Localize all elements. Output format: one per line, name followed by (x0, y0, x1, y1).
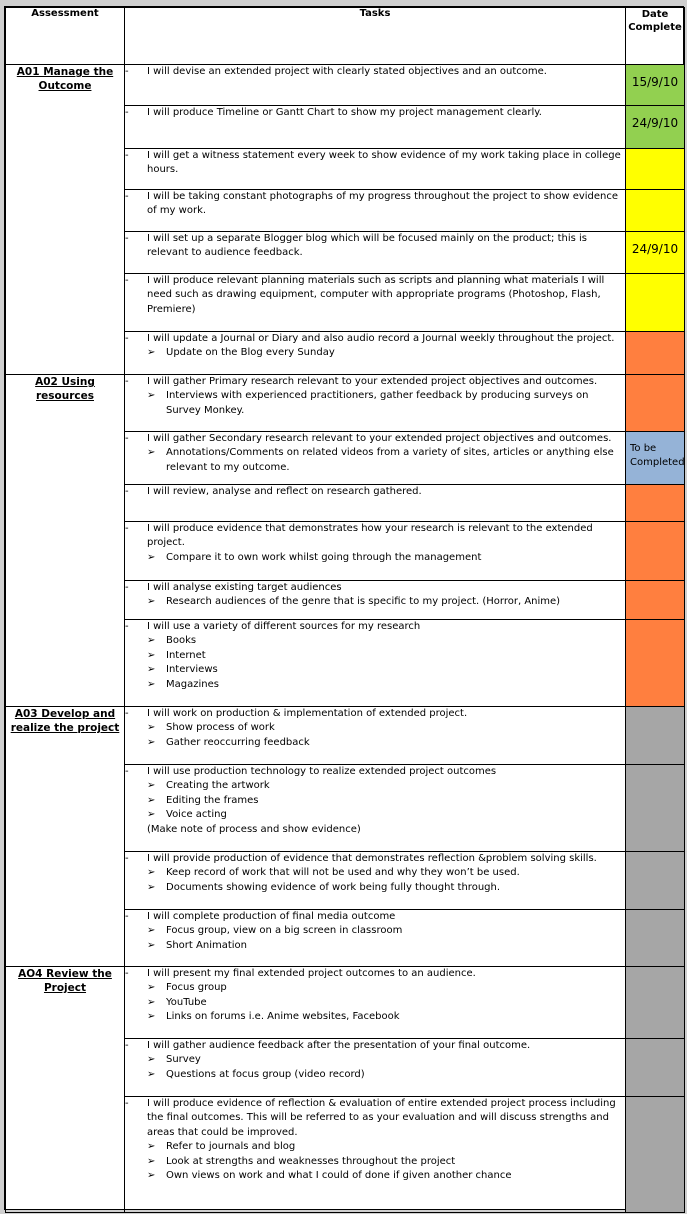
task-text: I will gather Secondary research relevant to your extended project objectives and outcomes. (147, 433, 612, 444)
subtask-text: Look at strengths and weaknesses throughout the project (166, 1155, 456, 1167)
subtask-text: Own views on work and what I could of done if given another chance (166, 1170, 512, 1182)
subtask-item (147, 866, 625, 880)
arrow-bullet-icon: ➢ (147, 551, 156, 563)
task-text: I will set up a separate Blogger blog which will be focused mainly on the product; this is relevant to audience feedback. (147, 233, 587, 259)
date-complete-cell (626, 375, 685, 432)
dash-bullet-icon: - (125, 968, 129, 979)
dash-bullet-icon: - (125, 66, 129, 77)
subtask-text: Voice acting (166, 809, 227, 821)
subtask-item (147, 779, 625, 793)
arrow-bullet-icon: ➢ (147, 1054, 156, 1066)
subtask-item (147, 346, 625, 360)
task-text: I will produce relevant planning materials such as scripts and planning what materials I will need such as drawing equipment, computer with appropriate programs (Photoshop, Flash, Premiere) (147, 275, 605, 315)
subtask-item (147, 1010, 625, 1024)
assessment-label-line: realize the project (10, 722, 120, 734)
task-cell (125, 522, 626, 581)
arrow-bullet-icon: ➢ (147, 447, 156, 459)
dash-bullet-icon: - (125, 1040, 129, 1051)
task-cell (125, 1039, 626, 1097)
arrow-bullet-icon: ➢ (147, 780, 156, 792)
task-item (125, 375, 625, 389)
task-cell (125, 485, 626, 522)
task-cell (125, 65, 626, 106)
arrow-bullet-icon: ➢ (147, 596, 156, 608)
subtask-item (147, 924, 625, 938)
subtask-item (147, 1169, 625, 1183)
date-complete-cell (626, 1097, 685, 1213)
task-cell (125, 149, 626, 190)
arrow-bullet-icon: ➢ (147, 635, 156, 647)
dash-bullet-icon: - (125, 582, 129, 593)
date-complete-cell (626, 765, 685, 852)
subtask-text: Research audiences of the genre that is specific to my project. (Horror, Anime) (166, 596, 561, 608)
dash-bullet-icon: - (125, 333, 129, 344)
header-date-complete (626, 8, 685, 65)
subtask-list (125, 389, 625, 418)
task-row (6, 65, 685, 106)
task-item (125, 1039, 625, 1053)
date-complete-cell (626, 852, 685, 910)
arrow-bullet-icon: ➢ (147, 722, 156, 734)
date-complete-cell (626, 274, 685, 332)
task-text: I will complete production of final media outcome (147, 911, 396, 922)
date-complete-cell (626, 1039, 685, 1097)
subtask-list (125, 721, 625, 750)
date-complete-cell (626, 581, 685, 620)
subtask-text: Interviews with experienced practitioners, gather feedback by producing surveys on Survey Monkey. (166, 390, 589, 416)
subtask-item (147, 721, 625, 735)
date-complete-cell (626, 65, 685, 106)
date-complete-cell (626, 910, 685, 967)
assessment-label-line: A03 Develop and (14, 708, 116, 720)
task-cell (125, 232, 626, 274)
task-text: I will review, analyse and reflect on research gathered. (147, 486, 422, 497)
subtask-text: Update on the Blog every Sunday (166, 347, 335, 359)
task-cell (125, 581, 626, 620)
task-text: I will provide production of evidence that demonstrates reflection &problem solving skills. (147, 853, 597, 864)
subtask-text: Short Animation (166, 939, 247, 951)
subtask-text: Focus group, view on a big screen in classroom (166, 925, 403, 937)
subtask-list (125, 551, 625, 565)
dash-bullet-icon: - (125, 191, 129, 202)
dash-bullet-icon: - (125, 376, 129, 387)
subtask-text: Gather reoccurring feedback (166, 736, 310, 748)
date-complete-cell (626, 620, 685, 707)
task-item (125, 149, 625, 178)
assessment-plan-sheet (4, 6, 684, 1210)
subtask-item (147, 736, 625, 750)
subtask-text: Focus group (166, 982, 227, 994)
subtask-text: Editing the frames (166, 794, 259, 806)
task-item (125, 65, 625, 79)
subtask-list (125, 981, 625, 1024)
arrow-bullet-icon: ➢ (147, 1011, 156, 1023)
subtask-item (147, 389, 625, 418)
header-row (6, 8, 685, 65)
subtask-text: Links on forums i.e. Anime websites, Facebook (166, 1011, 400, 1023)
subtask-text: Annotations/Comments on related videos from a variety of sites, articles or anything else relevant to my outcome. (166, 447, 614, 473)
date-complete-cell (626, 485, 685, 522)
task-cell (125, 432, 626, 485)
task-row (6, 967, 685, 1039)
task-text: I will use production technology to realize extended project outcomes (147, 766, 497, 777)
date-complete-value: To be Completed (630, 443, 685, 468)
task-item (125, 581, 625, 595)
task-item (125, 432, 625, 446)
arrow-bullet-icon: ➢ (147, 347, 156, 359)
arrow-bullet-icon: ➢ (147, 867, 156, 879)
date-complete-cell (626, 190, 685, 232)
task-row (6, 707, 685, 765)
date-complete-cell (626, 967, 685, 1039)
subtask-item (147, 678, 625, 692)
task-text: I will present my final extended project outcomes to an audience. (147, 968, 476, 979)
task-item (125, 620, 625, 634)
arrow-bullet-icon: ➢ (147, 881, 156, 893)
subtask-list (125, 1140, 625, 1183)
task-item (125, 485, 625, 499)
subtask-text: Documents showing evidence of work being fully thought through. (166, 881, 501, 893)
task-item (125, 1097, 625, 1140)
subtask-item (147, 1155, 625, 1169)
subtask-item (147, 649, 625, 663)
subtask-item (147, 1140, 625, 1154)
subtask-text: Internet (166, 649, 206, 661)
subtask-item (147, 1068, 625, 1082)
task-item (125, 232, 625, 261)
header-tasks: Tasks (125, 8, 626, 65)
subtask-item (147, 551, 625, 565)
dash-bullet-icon: - (125, 150, 129, 161)
subtask-text: YouTube (166, 996, 207, 1008)
task-text: I will analyse existing target audiences (147, 582, 342, 593)
task-item (125, 707, 625, 721)
subtask-item (147, 794, 625, 808)
task-cell (125, 332, 626, 375)
task-cell (125, 1097, 626, 1213)
subtask-text: Compare it to own work whilst going through the management (166, 551, 482, 563)
dash-bullet-icon: - (125, 233, 129, 244)
subtask-list (125, 779, 625, 822)
header-date-line1: Date (641, 9, 669, 20)
arrow-bullet-icon: ➢ (147, 794, 156, 806)
dash-bullet-icon: - (125, 433, 129, 444)
date-complete-cell (626, 106, 685, 149)
task-text: I will be taking constant photographs of my progress throughout the project to show evidence of my work. (147, 191, 619, 217)
subtask-text: Refer to journals and blog (166, 1141, 296, 1153)
arrow-bullet-icon: ➢ (147, 678, 156, 690)
arrow-bullet-icon: ➢ (147, 982, 156, 994)
task-item (125, 274, 625, 317)
dash-bullet-icon: - (125, 853, 129, 864)
arrow-bullet-icon: ➢ (147, 925, 156, 937)
assessment-label-line: A01 Manage the (16, 66, 114, 78)
date-complete-cell (626, 522, 685, 581)
date-complete-cell (626, 149, 685, 190)
subtask-text: Questions at focus group (video record) (166, 1068, 365, 1080)
subtask-text: Interviews (166, 664, 218, 676)
task-text: I will gather Primary research relevant to your extended project objectives and outcomes. (147, 376, 598, 387)
arrow-bullet-icon: ➢ (147, 1141, 156, 1153)
subtask-item (147, 939, 625, 953)
task-cell (125, 910, 626, 967)
task-cell (125, 620, 626, 707)
task-cell (125, 765, 626, 852)
task-text: I will use a variety of different sources for my research (147, 621, 421, 632)
arrow-bullet-icon: ➢ (147, 1170, 156, 1182)
assessment-label-line: Outcome (38, 80, 92, 92)
date-complete-value: 24/9/10 (631, 242, 679, 256)
assessment-label-line: Project (43, 982, 87, 994)
task-cell (125, 190, 626, 232)
subtask-item (147, 808, 625, 822)
task-cell (125, 274, 626, 332)
subtask-item (147, 634, 625, 648)
dash-bullet-icon: - (125, 523, 129, 534)
task-item (125, 522, 625, 551)
task-item (125, 106, 625, 120)
task-row (6, 375, 685, 432)
assessment-objective-label (6, 375, 125, 707)
dash-bullet-icon: - (125, 708, 129, 719)
task-text: I will produce evidence of reflection & evaluation of entire extended project process including the final outcomes. This will be referred to as your evaluation and will discuss strengths and areas that could be improved. (147, 1098, 616, 1138)
dash-bullet-icon: - (125, 621, 129, 632)
date-complete-cell (626, 707, 685, 765)
arrow-bullet-icon: ➢ (147, 939, 156, 951)
dash-bullet-icon: - (125, 911, 129, 922)
dash-bullet-icon: - (125, 766, 129, 777)
date-complete-value: 24/9/10 (631, 116, 679, 130)
arrow-bullet-icon: ➢ (147, 809, 156, 821)
subtask-item (147, 446, 625, 475)
subtask-list (125, 924, 625, 953)
subtask-text: Keep record of work that will not be used and why they won’t be used. (166, 867, 520, 879)
task-item (125, 967, 625, 981)
header-date-line2: Complete (628, 22, 682, 33)
subtask-list (125, 446, 625, 475)
dash-bullet-icon: - (125, 107, 129, 118)
assessment-label-line: A02 Using resources (35, 376, 95, 402)
header-assessment: Assessment (6, 8, 125, 65)
task-text: I will produce Timeline or Gantt Chart to show my project management clearly. (147, 107, 542, 118)
arrow-bullet-icon: ➢ (147, 1068, 156, 1080)
task-cell (125, 375, 626, 432)
subtask-text: Survey (166, 1054, 201, 1066)
task-cell (125, 852, 626, 910)
task-cell (125, 967, 626, 1039)
task-item (125, 910, 625, 924)
subtask-text: Books (166, 635, 197, 647)
assessment-plan-table (5, 7, 685, 1213)
subtask-list (125, 346, 625, 360)
subtask-text: Show process of work (166, 722, 275, 734)
assessment-objective-label (6, 967, 125, 1213)
task-text: I will devise an extended project with clearly stated objectives and an outcome. (147, 66, 547, 77)
dash-bullet-icon: - (125, 1098, 129, 1109)
arrow-bullet-icon: ➢ (147, 649, 156, 661)
subtask-list (125, 595, 625, 609)
date-complete-cell (626, 432, 685, 485)
task-text: I will gather audience feedback after the presentation of your final outcome. (147, 1040, 531, 1051)
subtask-item (147, 981, 625, 995)
subtask-text: Magazines (166, 678, 219, 690)
assessment-objective-label (6, 65, 125, 375)
subtask-list (125, 866, 625, 895)
subtask-item (147, 663, 625, 677)
task-note: (Make note of process and show evidence) (147, 823, 361, 835)
task-item (125, 332, 625, 346)
task-item (125, 852, 625, 866)
date-complete-cell (626, 232, 685, 274)
assessment-objective-label (6, 707, 125, 967)
subtask-item (147, 881, 625, 895)
dash-bullet-icon: - (125, 275, 129, 286)
arrow-bullet-icon: ➢ (147, 390, 156, 402)
arrow-bullet-icon: ➢ (147, 996, 156, 1008)
arrow-bullet-icon: ➢ (147, 1155, 156, 1167)
task-text: I will work on production & implementation of extended project. (147, 708, 468, 719)
subtask-list (125, 1053, 625, 1082)
arrow-bullet-icon: ➢ (147, 736, 156, 748)
task-item (125, 190, 625, 219)
subtask-list (125, 634, 625, 692)
subtask-item (147, 1053, 625, 1067)
date-complete-value: 15/9/10 (631, 75, 679, 89)
task-text: I will get a witness statement every week to show evidence of my work taking place in college hours. (147, 150, 621, 176)
task-cell (125, 106, 626, 149)
task-text: I will produce evidence that demonstrates how your research is relevant to the extended project. (147, 523, 593, 549)
assessment-label-line: AO4 Review the (18, 968, 112, 980)
arrow-bullet-icon: ➢ (147, 664, 156, 676)
dash-bullet-icon: - (125, 486, 129, 497)
task-item (125, 765, 625, 779)
task-cell (125, 707, 626, 765)
subtask-item (147, 595, 625, 609)
subtask-text: Creating the artwork (166, 780, 270, 792)
date-complete-cell (626, 332, 685, 375)
subtask-item (147, 996, 625, 1010)
task-text: I will update a Journal or Diary and also audio record a Journal weekly throughout the project. (147, 333, 615, 344)
